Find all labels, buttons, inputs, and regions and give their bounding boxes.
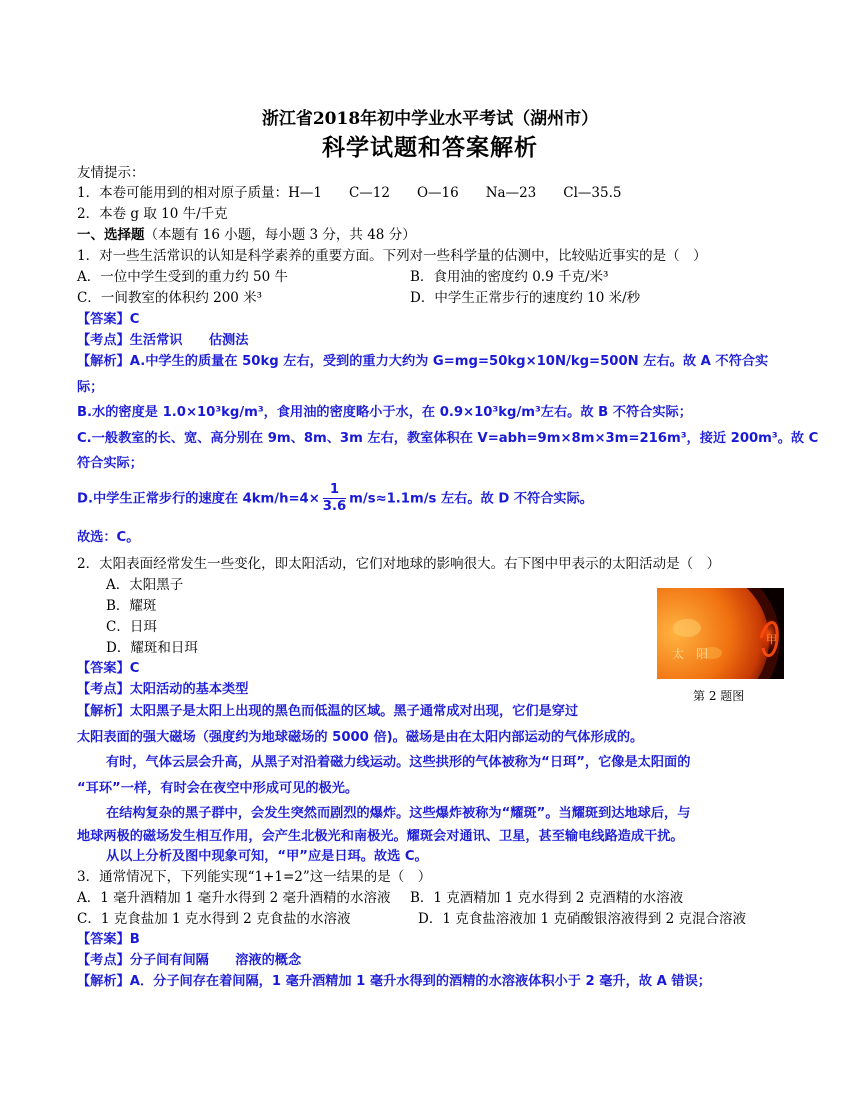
q3-point: 【考点】分子间有间隔 溶液的概念 [77, 953, 302, 968]
q2-explanation-1: 【解析】太阳黑子是太阳上出现的黑色而低温的区域。黑子通常成对出现，它们是穿过 [77, 704, 579, 719]
sun-illustration [657, 588, 784, 679]
q2-explanation-4: “耳环”一样，有时会在夜空中形成可见的极光。 [77, 781, 359, 796]
q2-option-a: A．太阳黑子 [106, 577, 184, 593]
q1-option-c: C．一间教室的体积约 200 米³ [77, 290, 263, 306]
q3-answer: 【答案】B [77, 932, 140, 947]
tips-line-1: 1．本卷可能用到的相对原子质量：H—1 C—12 O—16 Na—23 Cl—35.5 [77, 185, 622, 201]
q2-option-c: C．日珥 [106, 619, 157, 635]
q2-explanation-6: 地球两极的磁场发生相互作用，会产生北极光和南极光。耀斑会对通讯、卫星，甚至输电线路造成干扰。 [77, 829, 684, 844]
q1-explanation-3b: 符合实际； [77, 456, 143, 471]
q1-answer: 【答案】C [77, 312, 140, 327]
section-1-note: （本题有 16 小题，每小题 3 分，共 48 分） [144, 227, 416, 243]
q3-option-d: D．1 克食盐溶液加 1 克硝酸银溶液得到 2 克混合溶液 [418, 911, 747, 927]
q2-option-d: D．耀斑和日珥 [106, 640, 198, 656]
sun-label-jia: 甲 [766, 633, 777, 646]
q1-explanation-1b: 际； [77, 380, 104, 395]
q1-option-d: D．中学生正常步行的速度约 10 米/秒 [410, 290, 641, 306]
q1-option-b: B．食用油的密度约 0.9 千克/米³ [410, 269, 609, 285]
q2-stem: 2．太阳表面经常发生一些变化，即太阳活动，它们对地球的影响很大。右下图中甲表示的太阳活动是（ ） [77, 556, 721, 572]
q3-option-b: B．1 克酒精加 1 克水得到 2 克酒精的水溶液 [410, 890, 684, 906]
q2-explanation-2: 太阳表面的强大磁场（强度约为地球磁场的 5000 倍)。磁场是由在太阳内部运动的气体形成的。 [77, 730, 644, 745]
tips-heading: 友情提示： [77, 165, 145, 181]
q1-explanation-3: C.一般教室的长、宽、高分别在 9m、8m、3m 左右，教室体积在 V=abh=9m×8m×3m=216m³，接近 200m³。故 C [77, 431, 819, 446]
q1-stem: 1．对一些生活常识的认知是科学素养的重要方面。下列对一些科学量的估测中，比较贴近事实的是（ ） [77, 248, 707, 264]
fraction-numerator: 1 [323, 482, 346, 499]
q2-explanation-3: 有时，气体云层会升高，从黑子对沿着磁力线运动。这些拱形的气体被称为“日珥”，它像是太阳面的 [106, 755, 691, 770]
fraction [323, 482, 346, 515]
q2-option-b: B．耀斑 [106, 598, 157, 614]
q1-point: 【考点】生活常识 估测法 [77, 333, 249, 348]
q2-point: 【考点】太阳活动的基本类型 [77, 682, 249, 697]
q1-exp4-part-a: D.中学生正常步行的速度在 4km/h=4× [77, 491, 320, 507]
section-1-title: 一、选择题 [77, 227, 145, 243]
q3-option-c: C．1 克食盐加 1 克水得到 2 克食盐的水溶液 [77, 911, 351, 927]
q2-explanation-7: 从以上分析及图中现象可知，“甲”应是日珥。故选 C。 [106, 849, 428, 864]
q3-stem: 3．通常情况下，下列能实现“1+1=2”这一结果的是（ ） [77, 869, 432, 885]
q1-explanation-2: B.水的密度是 1.0×10³kg/m³，食用油的密度略小于水，在 0.9×10³kg/m³左右。故 B 不符合实际； [77, 405, 692, 420]
q1-explanation-4 [77, 482, 593, 515]
q1-option-a: A．一位中学生受到的重力约 50 牛 [77, 269, 289, 285]
section-1-heading [77, 226, 416, 244]
q3-explanation-1: 【解析】A．分子间存在着间隔，1 毫升酒精加 1 毫升水得到的酒精的水溶液体积小于 2 毫升，故 A 错误； [77, 974, 711, 989]
fraction-denominator: 3.6 [322, 499, 347, 514]
document-title: 浙江省2018年初中学业水平考试（湖州市） [261, 109, 599, 129]
q1-exp4-part-b: m/s≈1.1m/s 左右。故 D 不符合实际。 [349, 491, 593, 507]
sun-image [657, 588, 784, 679]
q2-explanation-5: 在结构复杂的黑子群中，会发生突然而剧烈的爆炸。这些爆炸被称为“耀斑”。当耀斑到达地球后，与 [106, 806, 691, 821]
figure-caption: 第 2 题图 [693, 689, 745, 703]
q2-answer: 【答案】C [77, 661, 140, 676]
tips-line-2: 2．本卷 g 取 10 牛/千克 [77, 206, 228, 222]
sun-label-sun: 太 阳 [672, 647, 709, 661]
q1-explanation-1: 【解析】A.中学生的质量在 50kg 左右，受到的重力大约为 G=mg=50kg×10N/kg=500N 左右。故 A 不符合实 [77, 354, 769, 369]
document-subtitle: 科学试题和答案解析 [322, 134, 538, 161]
q3-option-a: A．1 毫升酒精加 1 毫升水得到 2 毫升酒精的水溶液 [77, 890, 391, 906]
q1-final: 故选：C。 [77, 530, 140, 545]
